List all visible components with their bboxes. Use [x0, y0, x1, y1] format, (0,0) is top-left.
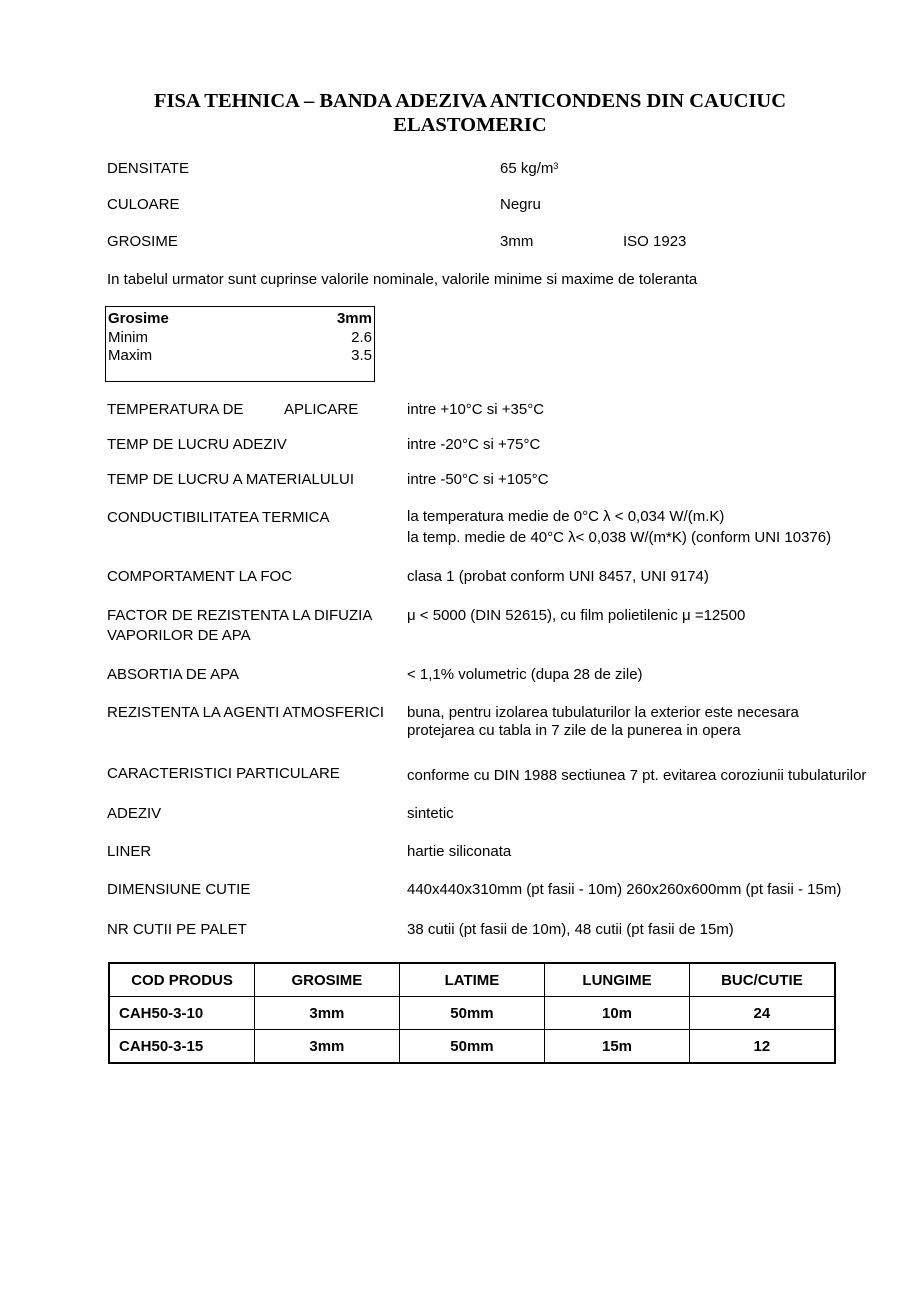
property-label-adeziv: ADEZIV: [107, 805, 162, 822]
property-value-difuzie: μ < 5000 (DIN 52615), cu film polietilenic μ =12500: [407, 607, 746, 624]
tolerance-header-row: [108, 310, 372, 328]
title-line-1: FISA TEHNICA – BANDA ADEZIVA ANTICONDENS DIN CAUCIUC: [153, 90, 787, 112]
culoare-value: Negru: [500, 196, 541, 213]
header-grosime: GROSIME: [255, 963, 400, 997]
cell-latime: 50mm: [399, 1030, 545, 1064]
cell-lungime: 10m: [545, 997, 690, 1030]
property-value-agenti: buna, pentru izolarea tubulaturilor la exterior este necesara: [407, 704, 799, 721]
title-line-2: ELASTOMERIC: [393, 114, 547, 136]
property-value-temp-aplicare: intre +10°C si +35°C: [407, 401, 545, 418]
header-cod-produs: COD PRODUS: [109, 963, 255, 997]
property-label-conductibilitate: CONDUCTIBILITATEA TERMICA: [107, 509, 330, 526]
property-value-temp-material: intre -50°C si +105°C: [407, 471, 549, 488]
property-value-liner: hartie siliconata: [407, 843, 512, 860]
property-value-cutie: 440x440x310mm (pt fasii - 10m) 260x260x600mm (pt fasii - 15m): [407, 881, 842, 898]
property-label-cutie: DIMENSIUNE CUTIE: [107, 881, 251, 898]
cell-cod-produs: CAH50-3-15: [109, 1030, 255, 1064]
tolerance-header-label: Grosime: [108, 310, 169, 327]
table-row: [109, 997, 835, 1030]
header-latime: LATIME: [399, 963, 545, 997]
densitate-value: 65 $kg/m^3$: [500, 160, 559, 177]
tolerance-row: [108, 347, 372, 365]
cell-cod-produs: CAH50-3-10: [109, 997, 255, 1030]
property-value-caracteristici: conforme cu DIN 1988 sectiunea 7 pt. evitarea coroziunii tubulaturilor: [407, 767, 867, 784]
grosime-standard: ISO 1923: [623, 233, 687, 250]
property-value-absortie: < 1,1% volumetric (dupa 28 de zile): [407, 666, 643, 683]
grosime-label: GROSIME: [107, 233, 178, 250]
property-label-difuzie: FACTOR DE REZISTENTA LA DIFUZIA: [107, 607, 373, 624]
densitate-exponent: 3: [553, 161, 559, 171]
intro-text: In tabelul urmator sunt cuprinse valorile nominale, valorile minime si maxime de toleranta: [107, 271, 698, 288]
property-value-palet: 38 cutii (pt fasii de 10m), 48 cutii (pt fasii de 15m): [407, 921, 734, 938]
property-label-temp-aplicare-2: APLICARE: [284, 401, 359, 418]
tolerance-row-label: Minim: [108, 329, 148, 346]
product-table: [108, 962, 836, 1064]
tolerance-table: [105, 306, 375, 382]
header-buc-cutie: BUC/CUTIE: [689, 963, 835, 997]
property-value-agenti-2: protejarea cu tabla in 7 zile de la punerea in opera: [407, 722, 741, 739]
tolerance-header-value: 3mm: [336, 310, 372, 327]
property-label-absortie: ABSORTIA DE APA: [107, 666, 239, 683]
property-value-conductibilitate: la temperatura medie de 0°C λ < 0,034 W/(m.K): [407, 508, 725, 525]
tolerance-row-label: Maxim: [108, 347, 153, 364]
property-value-foc: clasa 1 (probat conform UNI 8457, UNI 9174): [407, 568, 709, 585]
property-label-temp-adeziv: TEMP DE LUCRU ADEZIV: [107, 436, 287, 453]
header-lungime: LUNGIME: [545, 963, 690, 997]
cell-buc-cutie: 24: [689, 997, 835, 1030]
property-label-temp-material: TEMP DE LUCRU A MATERIALULUI: [107, 471, 355, 488]
property-label-foc: COMPORTAMENT LA FOC: [107, 568, 293, 585]
property-label-palet: NR CUTII PE PALET: [107, 921, 247, 938]
grosime-value: 3mm: [500, 233, 534, 250]
densitate-label: DENSITATE: [107, 160, 189, 177]
property-label-caracteristici: CARACTERISTICI PARTICULARE: [107, 765, 340, 782]
cell-grosime: 3mm: [255, 997, 400, 1030]
tolerance-row: [108, 329, 372, 347]
property-value-conductibilitate-2: la temp. medie de 40°C λ< 0,038 W/(m*K) (conform UNI 10376): [407, 529, 832, 546]
cell-buc-cutie: 12: [689, 1030, 835, 1064]
culoare-label: CULOARE: [107, 196, 180, 213]
document-title: [80, 89, 860, 137]
cell-lungime: 15m: [545, 1030, 690, 1064]
cell-grosime: 3mm: [255, 1030, 400, 1064]
tolerance-row-value: 3.5: [351, 347, 372, 364]
property-label-liner: LINER: [107, 843, 152, 860]
cell-latime: 50mm: [399, 997, 545, 1030]
tolerance-row-value: 2.6: [351, 329, 372, 346]
product-table-header: [109, 963, 835, 997]
property-label-difuzie-2: VAPORILOR DE APA: [107, 627, 251, 644]
property-label-temp-aplicare: TEMPERATURA DE: [107, 401, 244, 418]
property-label-agenti: REZISTENTA LA AGENTI ATMOSFERICI: [107, 704, 384, 721]
property-value-temp-adeziv: intre -20°C si +75°C: [407, 436, 541, 453]
property-value-adeziv: sintetic: [407, 805, 454, 822]
table-row: [109, 1030, 835, 1064]
